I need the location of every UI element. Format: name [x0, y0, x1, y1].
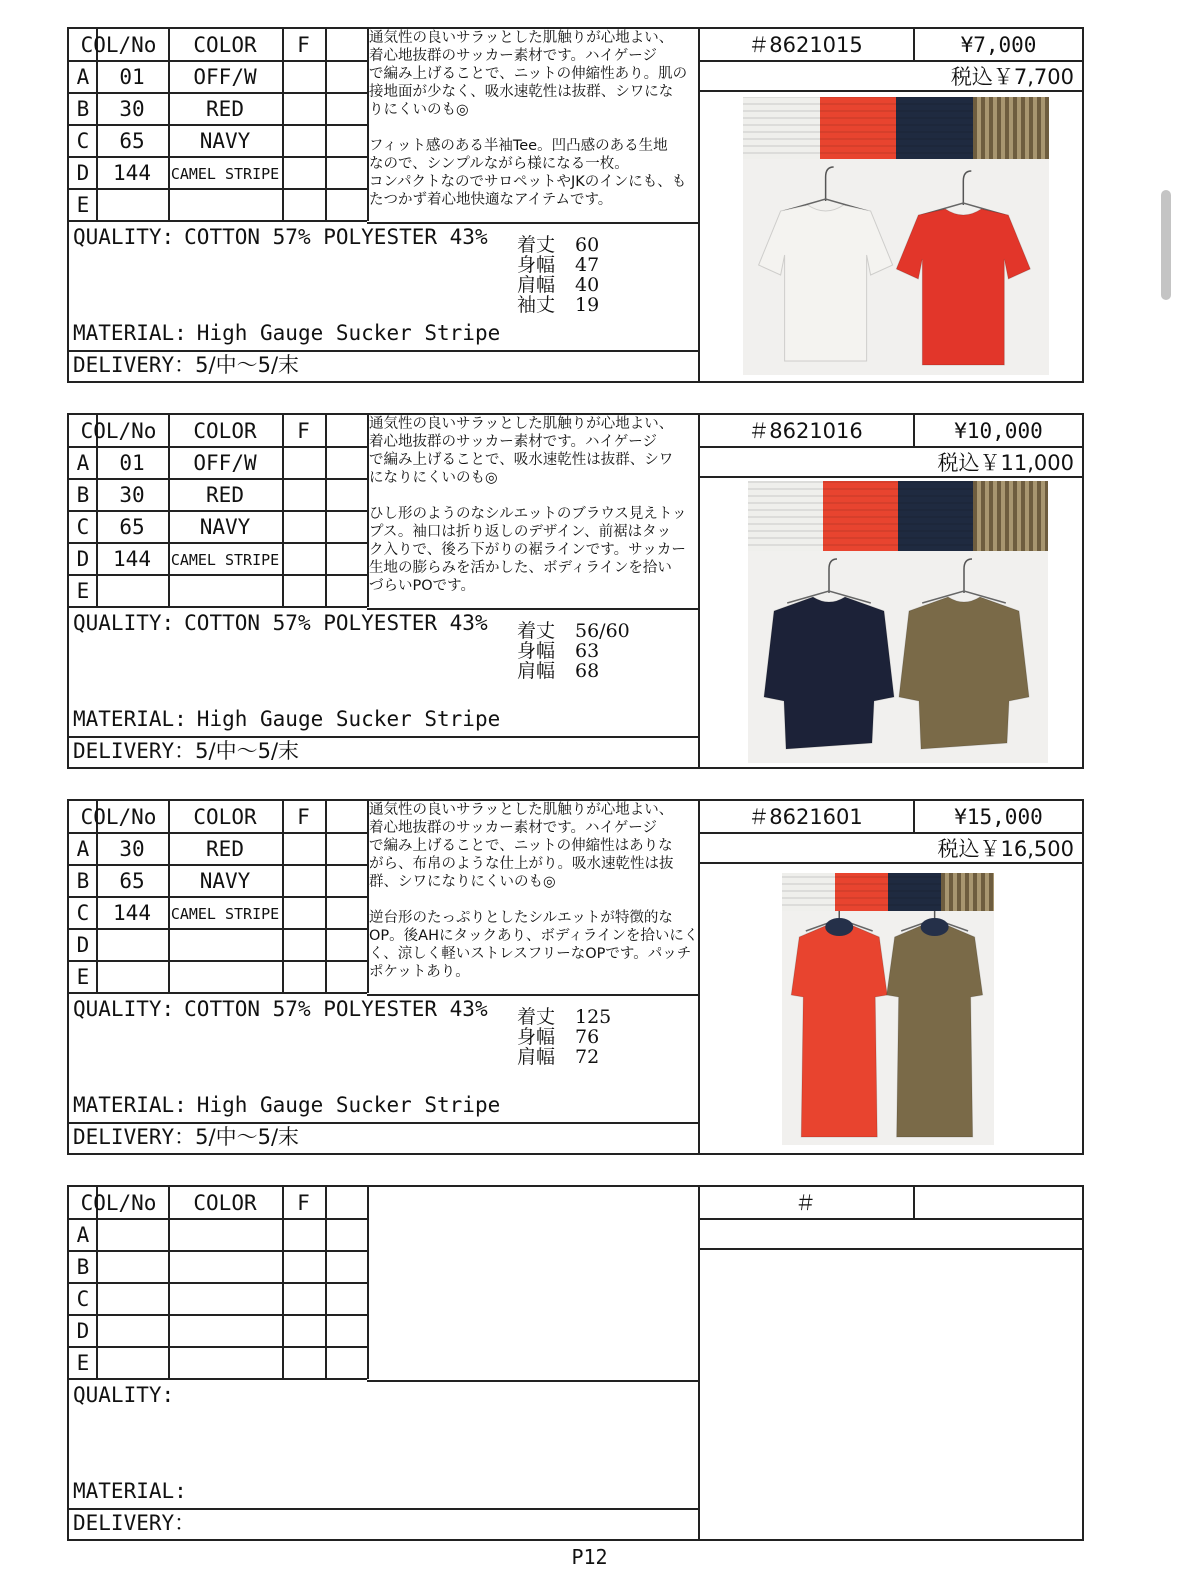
fabric-swatch-4	[941, 873, 994, 911]
measurement-value: 60	[575, 234, 600, 256]
fabric-swatch-1	[748, 481, 823, 551]
material-line	[73, 709, 500, 730]
quality-label: QUALITY:	[73, 225, 175, 249]
col-no-header: COL/No	[80, 1191, 157, 1215]
row-letter: B	[76, 1255, 90, 1279]
fabric-swatch-3	[896, 97, 973, 159]
measurement-value: 56/60	[575, 620, 630, 642]
table-row-line	[69, 896, 367, 898]
color-header: COLOR	[193, 33, 257, 57]
measurement-value: 47	[575, 254, 600, 276]
price-row-line	[698, 446, 1084, 448]
product-description: 通気性の良いサラッとした肌触りが心地よい、 着心地抜群のサッカー素材です。ハイゲージ で編み上げることで、ニットの伸縮性はありな がら、布帛のような仕上がり。吸水速乾性は抜 群、シワになりにくいのも◎ 逆台形のたっぷりとしたシルエットが特徴的な OP。後AHにタックあり、ボディラインを拾いにく く、涼しく軽いストレスフリーなOPです。パッチ ポケットあり。	[369, 802, 699, 980]
row-letter: E	[76, 193, 90, 217]
table-row-line	[69, 574, 367, 576]
delivery-label: DELIVERY：	[73, 1511, 196, 1535]
row-color: NAVY	[199, 869, 251, 893]
price-row-line	[698, 60, 1084, 62]
tax-row-line	[698, 862, 1084, 864]
row-color: RED	[206, 837, 244, 861]
tax-included-price: 税込￥11,000	[937, 451, 1074, 475]
row-color: OFF/W	[193, 451, 257, 475]
price-row-line	[698, 1218, 1084, 1220]
measurement-value: 76	[575, 1026, 600, 1048]
table-row-line	[69, 156, 367, 158]
quality-value: COTTON 57% POLYESTER 43%	[184, 611, 488, 635]
tax-row-line	[698, 476, 1084, 478]
tax-included-price: 税込￥7,700	[950, 65, 1074, 89]
scrollbar[interactable]	[1161, 190, 1171, 300]
quality-label: QUALITY:	[73, 611, 175, 635]
delivery-line	[73, 1127, 299, 1148]
color-header: COLOR	[193, 419, 257, 443]
measurement-row	[517, 1007, 611, 1027]
row-number: 30	[119, 837, 145, 861]
desc-bottom-line	[367, 994, 698, 996]
delivery-value: 5/中～5/末	[195, 353, 300, 377]
fabric-swatches	[743, 97, 1049, 159]
delivery-line	[73, 741, 299, 762]
price: ¥10,000	[954, 419, 1043, 443]
table-row-line	[69, 510, 367, 512]
row-letter: C	[76, 129, 90, 153]
product-block-1	[67, 27, 1084, 383]
row-number: 30	[119, 483, 145, 507]
item-number: ＃8621015	[748, 33, 863, 57]
fabric-swatch-2	[835, 873, 888, 911]
fabric-swatch-1	[743, 97, 820, 159]
table-col-line	[325, 415, 327, 607]
measurement-key: 着丈	[517, 1006, 556, 1028]
row-letter: E	[76, 965, 90, 989]
col-no-header: COL/No	[80, 33, 157, 57]
quality-label: QUALITY:	[73, 997, 175, 1021]
quality-line	[73, 227, 488, 248]
fabric-swatch-4	[973, 481, 1048, 551]
color-header: COLOR	[193, 805, 257, 829]
measurement-row	[517, 661, 630, 681]
row-number: 01	[119, 65, 145, 89]
measurement-value: 68	[575, 660, 600, 682]
row-number: 144	[113, 161, 151, 185]
measurements	[517, 235, 599, 315]
table-row-line	[69, 992, 367, 994]
garment-1	[764, 597, 894, 749]
table-row-line	[69, 1250, 367, 1252]
table-row-line	[69, 446, 367, 448]
row-number: 144	[113, 547, 151, 571]
f-header: F	[297, 419, 310, 443]
table-row-line	[69, 1282, 367, 1284]
row-letter: D	[76, 547, 90, 571]
table-col-line	[168, 1187, 170, 1379]
fabric-swatches	[748, 481, 1048, 551]
table-row-line	[69, 832, 367, 834]
product-description: 通気性の良いサラッとした肌触りが心地よい、 着心地抜群のサッカー素材です。ハイゲージ で編み上げることで、ニットの伸縮性あり。肌の 接地面が少なく、吸水速乾性は抜群、シワにな りにくいのも◎ フィット感のある半袖Tee。凹凸感のある生地 なので、シンプルながら様になる一枚。 コンパクトなのでサロペットやJKのインにも、も たつかず着心地快適なアイテムです。	[369, 30, 688, 208]
material-line	[73, 1481, 197, 1502]
measurement-key: 着丈	[517, 234, 556, 256]
row-letter: D	[76, 1319, 90, 1343]
f-header: F	[297, 1191, 310, 1215]
measurement-key: 肩幅	[517, 1046, 556, 1068]
garment-1	[759, 205, 893, 361]
section-divider	[698, 1187, 700, 1539]
row-letter: C	[76, 1287, 90, 1311]
row-letter: A	[76, 837, 90, 861]
row-letter: A	[76, 451, 90, 475]
measurement-key: 着丈	[517, 620, 556, 642]
quality-label: QUALITY:	[73, 1383, 175, 1407]
fabric-swatches	[782, 873, 994, 911]
table-col-line	[282, 29, 284, 221]
fabric-swatch-1	[782, 873, 835, 911]
row-letter: A	[76, 1223, 90, 1247]
measurement-row	[517, 641, 630, 661]
table-row-line	[69, 188, 367, 190]
table-row-line	[69, 124, 367, 126]
measurement-row	[517, 621, 630, 641]
row-letter: A	[76, 65, 90, 89]
table-row-line	[69, 220, 367, 222]
row-color: CAMEL STRIPE	[170, 551, 280, 569]
f-header: F	[297, 805, 310, 829]
table-col-line	[282, 415, 284, 607]
product-block-2	[67, 413, 1084, 769]
table-col-line	[168, 29, 170, 221]
desc-bottom-line	[367, 608, 698, 610]
material-value: High Gauge Sucker Stripe	[196, 707, 501, 731]
row-color: RED	[206, 483, 244, 507]
measurements	[517, 1007, 611, 1067]
measurement-value: 19	[575, 294, 600, 316]
delivery-top-line	[69, 1508, 698, 1510]
delivery-line	[73, 355, 299, 376]
item-number: ＃	[795, 1191, 816, 1215]
material-line	[73, 1095, 500, 1116]
row-color: NAVY	[199, 129, 251, 153]
table-row-line	[69, 1218, 367, 1220]
row-letter: C	[76, 515, 90, 539]
delivery-top-line	[69, 350, 698, 352]
product-description: 通気性の良いサラッとした肌触りが心地よい、 着心地抜群のサッカー素材です。ハイゲージ で編み上げることで、吸水速乾性は抜群、シワ になりにくいのも◎ ひし形のようのなシルエットのブラウス見えトッ プス。袖口は折り返しのデザイン、前裾はタッ ク入りで、後ろ下がりの裾ラインです。サッカー 生地の膨らみを活かした、ボディラインを拾い づらいPOです。	[369, 416, 687, 594]
garment-2	[896, 209, 1030, 365]
measurement-row	[517, 255, 599, 275]
measurement-value: 72	[575, 1046, 600, 1068]
tax-row-line	[698, 90, 1084, 92]
row-number: 65	[119, 515, 145, 539]
row-letter: E	[76, 579, 90, 603]
row-letter: E	[76, 1351, 90, 1375]
price-col-line	[913, 1187, 915, 1219]
measurement-value: 63	[575, 640, 600, 662]
material-label: MATERIAL:	[73, 321, 187, 345]
price: ¥15,000	[954, 805, 1043, 829]
table-row-line	[69, 864, 367, 866]
desc-bottom-line	[367, 1380, 698, 1382]
page-number: P12	[571, 1545, 608, 1569]
measurement-value: 125	[575, 1006, 612, 1028]
measurement-row	[517, 1047, 611, 1067]
measurement-key: 身幅	[517, 1026, 556, 1048]
fabric-swatch-3	[888, 873, 941, 911]
row-color: CAMEL STRIPE	[170, 165, 280, 183]
product-photo	[782, 873, 994, 1145]
delivery-line	[73, 1513, 195, 1534]
row-number: 144	[113, 901, 151, 925]
material-value: High Gauge Sucker Stripe	[196, 1093, 501, 1117]
measurement-key: 身幅	[517, 254, 556, 276]
row-letter: C	[76, 901, 90, 925]
col-no-header: COL/No	[80, 805, 157, 829]
table-row-line	[69, 542, 367, 544]
table-row-line	[69, 1346, 367, 1348]
delivery-label: DELIVERY：	[73, 1125, 196, 1149]
product-photo	[748, 481, 1048, 763]
measurement-key: 肩幅	[517, 660, 556, 682]
product-block-4	[67, 1185, 1084, 1541]
row-number: 65	[119, 869, 145, 893]
quality-line	[73, 1385, 184, 1406]
table-row-line	[69, 960, 367, 962]
table-row-line	[69, 1314, 367, 1316]
desc-bottom-line	[367, 222, 698, 224]
tax-row-line	[698, 1248, 1084, 1250]
measurement-value: 40	[575, 274, 600, 296]
material-label: MATERIAL:	[73, 1479, 187, 1503]
f-header: F	[297, 33, 310, 57]
table-col-line	[325, 801, 327, 993]
row-letter: D	[76, 933, 90, 957]
table-col-line	[282, 1187, 284, 1379]
item-number: ＃8621601	[748, 805, 863, 829]
letter-col-line	[96, 1219, 98, 1379]
price: ¥7,000	[960, 33, 1037, 57]
price-row-line	[698, 832, 1084, 834]
row-color: OFF/W	[193, 65, 257, 89]
quality-line	[73, 999, 488, 1020]
measurement-key: 肩幅	[517, 274, 556, 296]
row-letter: B	[76, 869, 90, 893]
material-label: MATERIAL:	[73, 1093, 187, 1117]
table-row-line	[69, 60, 367, 62]
row-color: CAMEL STRIPE	[170, 905, 280, 923]
table-col-line	[325, 1187, 327, 1379]
hanger-2	[964, 559, 972, 593]
measurements	[517, 621, 630, 681]
quality-line	[73, 613, 488, 634]
table-col-line	[325, 29, 327, 221]
col-no-header: COL/No	[80, 419, 157, 443]
table-row-line	[69, 92, 367, 94]
row-letter: B	[76, 97, 90, 121]
delivery-top-line	[69, 1122, 698, 1124]
hanger-2	[963, 171, 971, 205]
row-number: 01	[119, 451, 145, 475]
delivery-value: 5/中～5/末	[195, 739, 300, 763]
fabric-swatch-2	[820, 97, 897, 159]
material-label: MATERIAL:	[73, 707, 187, 731]
measurement-row	[517, 295, 599, 315]
row-color: RED	[206, 97, 244, 121]
fabric-swatch-4	[973, 97, 1050, 159]
delivery-value: 5/中～5/末	[195, 1125, 300, 1149]
table-row-line	[69, 1378, 367, 1380]
delivery-label: DELIVERY：	[73, 353, 196, 377]
measurement-row	[517, 1027, 611, 1047]
row-number: 65	[119, 129, 145, 153]
quality-value: COTTON 57% POLYESTER 43%	[184, 997, 488, 1021]
garment-2	[899, 597, 1029, 749]
measurement-row	[517, 275, 599, 295]
fabric-swatch-2	[823, 481, 898, 551]
row-color: NAVY	[199, 515, 251, 539]
delivery-label: DELIVERY：	[73, 739, 196, 763]
garment-2	[887, 925, 983, 1137]
row-letter: B	[76, 483, 90, 507]
delivery-top-line	[69, 736, 698, 738]
material-value: High Gauge Sucker Stripe	[196, 321, 501, 345]
garment-illustration	[743, 159, 1049, 375]
row-number: 30	[119, 97, 145, 121]
row-letter: D	[76, 161, 90, 185]
hanger-1	[829, 559, 837, 593]
table-col-line	[367, 1187, 369, 1379]
garment-illustration	[782, 911, 994, 1145]
tax-included-price: 税込￥16,500	[937, 837, 1074, 861]
table-row-line	[69, 478, 367, 480]
table-row-line	[69, 606, 367, 608]
product-photo	[743, 97, 1049, 375]
measurement-row	[517, 235, 599, 255]
table-row-line	[69, 928, 367, 930]
product-block-3	[67, 799, 1084, 1155]
material-line	[73, 323, 500, 344]
item-number: ＃8621016	[748, 419, 863, 443]
measurement-key: 袖丈	[517, 294, 556, 316]
garment-illustration	[748, 551, 1048, 763]
table-col-line	[168, 415, 170, 607]
table-col-line	[168, 801, 170, 993]
table-col-line	[282, 801, 284, 993]
fabric-swatch-3	[898, 481, 973, 551]
measurement-key: 身幅	[517, 640, 556, 662]
garment-1	[791, 925, 887, 1137]
hanger-1	[826, 167, 834, 201]
quality-value: COTTON 57% POLYESTER 43%	[184, 225, 488, 249]
color-header: COLOR	[193, 1191, 257, 1215]
